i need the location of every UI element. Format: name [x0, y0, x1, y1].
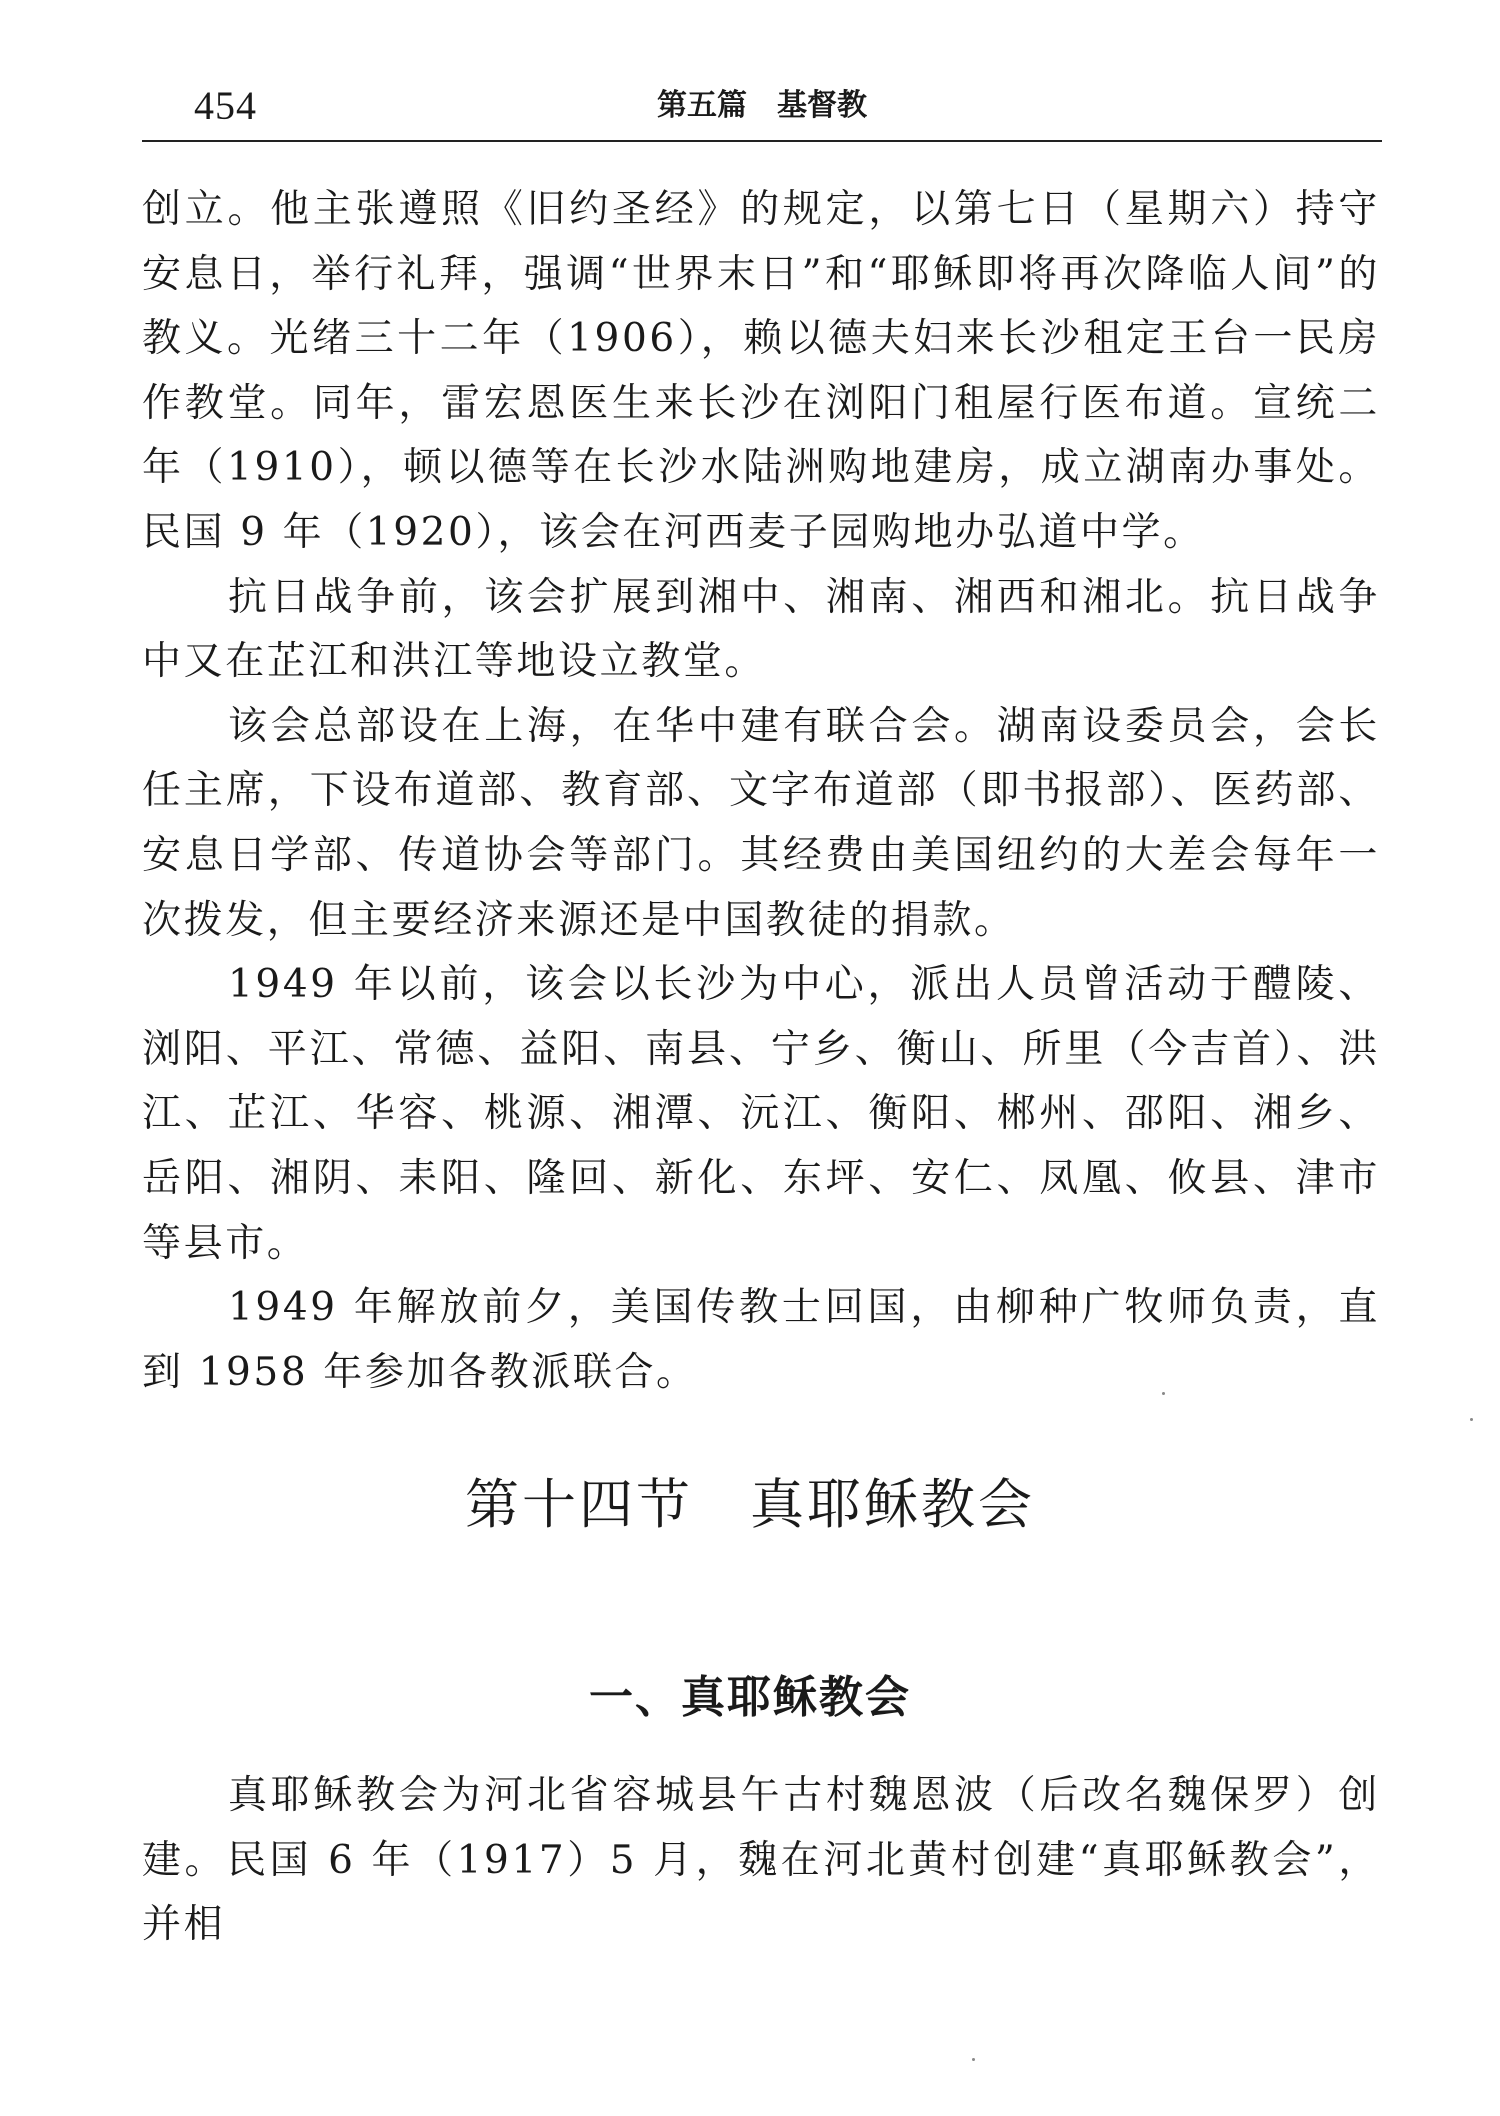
subsection-heading: 一、真耶稣教会	[589, 1672, 911, 1723]
scan-speck	[1470, 1418, 1473, 1421]
scan-speck	[1162, 1392, 1165, 1395]
section-body-text	[142, 1764, 1380, 1958]
paragraph-activity-areas: 1949 年以前，该会以长沙为中心，派出人员曾活动于醴陵、浏阳、平江、常德、益阳、南县、宁乡、衡山、所里（今吉首）、洪江、芷江、华容、桃源、湘潭、沅江、衡阳、郴州、邵阳、湘乡、岳阳、湘阴、耒阳、隆回、新化、东坪、安仁、凤凰、攸县、津市等县市。	[142, 962, 1380, 1266]
scan-speck	[972, 2058, 975, 2061]
paragraph-true-jesus-church-origin: 真耶稣教会为河北省容城县午古村魏恩波（后改名魏保罗）创建。民国 6 年（1917）5 月，魏在河北黄村创建“真耶稣教会”，并相	[142, 1773, 1380, 1948]
main-body-text	[142, 178, 1380, 1405]
header-divider	[142, 140, 1382, 142]
page-header	[142, 78, 1382, 142]
running-title: 第五篇 基督教	[657, 88, 867, 123]
paragraph-organization: 该会总部设在上海，在华中建有联合会。湖南设委员会，会长任主席，下设布道部、教育部、文字布道部（即书报部）、医药部、安息日学部、传道协会等部门。其经费由美国纽约的大差会每年一次拨发，但主要经济来源还是中国教徒的捐款。	[142, 703, 1380, 943]
page-number: 454	[194, 83, 257, 128]
paragraph-sabbath-doctrine: 创立。他主张遵照《旧约圣经》的规定，以第七日（星期六）持守安息日，举行礼拜，强调“世界末日”和“耶稣即将再次降临人间”的教义。光绪三十二年（1906），赖以德夫妇来长沙租定王台一民房作教堂。同年，雷宏恩医生来长沙在浏阳门租屋行医布道。宣统二年（1910），顿以德等在长沙水陆洲购地建房，成立湖南办事处。民国 9 年（1920），该会在河西麦子园购地办弘道中学。	[142, 187, 1380, 555]
section-heading: 第十四节 真耶稣教会	[465, 1473, 1035, 1536]
paragraph-wartime-expansion: 抗日战争前，该会扩展到湘中、湘南、湘西和湘北。抗日战争中又在芷江和洪江等地设立教堂。	[142, 574, 1380, 685]
paragraph-post-1949: 1949 年解放前夕，美国传教士回国，由柳种广牧师负责，直到 1958 年参加各教派联合。	[142, 1285, 1380, 1395]
